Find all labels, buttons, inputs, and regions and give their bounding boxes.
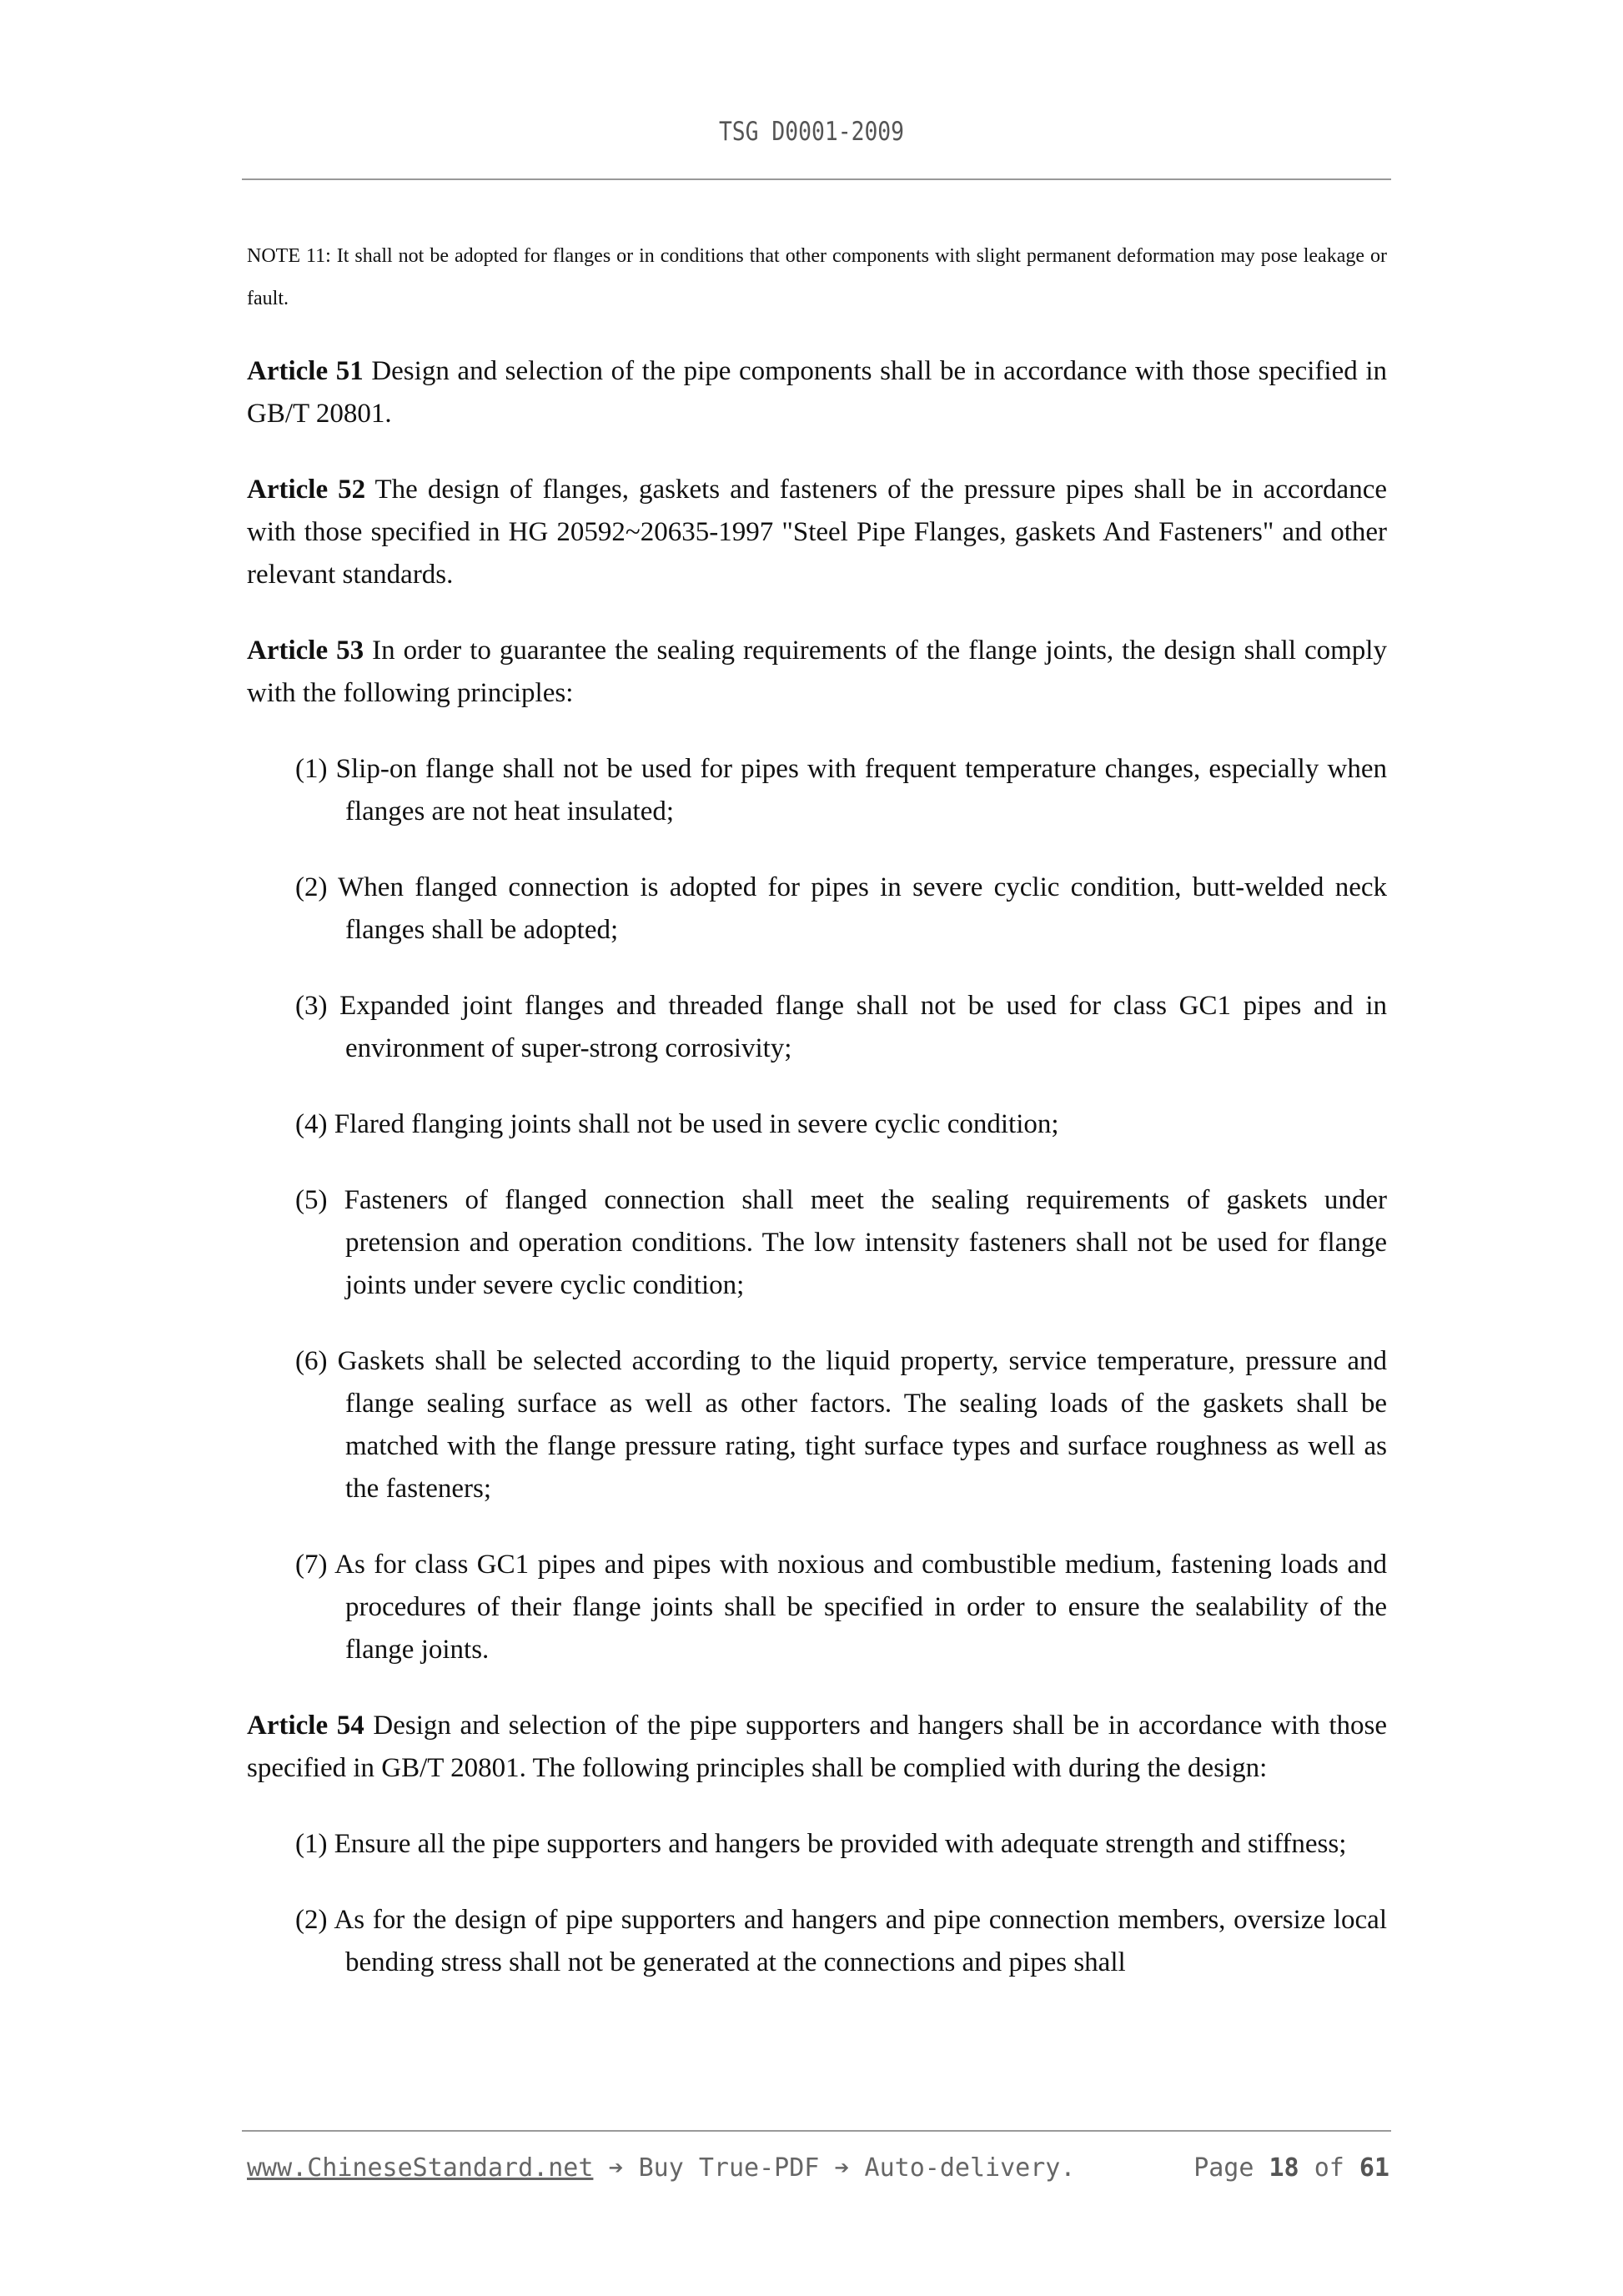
list-item: (2) As for the design of pipe supporters and hangers and pipe connection members, oversize local bending stress shall not be generated at the connections and pipes shall xyxy=(295,1905,1387,1977)
note-11: NOTE 11: It shall not be adopted for flanges or in conditions that other components with slight permanent deformation may pose leakage or fault. xyxy=(247,245,1387,309)
article-51 xyxy=(247,350,1387,435)
total-pages: 61 xyxy=(1359,2153,1389,2183)
header-divider xyxy=(242,178,1391,180)
list-item: (1) Slip-on flange shall not be used for pipes with frequent temperature changes, especially when flanges are not heat insulated; xyxy=(295,754,1387,826)
article-text: The design of flanges, gaskets and fasteners of the pressure pipes shall be in accordance with those specified in HG 20592~20635-1997 "Steel Pipe Flanges, gaskets And Fasteners" and other relevant standards. xyxy=(247,475,1387,590)
article-text: Design and selection of the pipe components shall be in accordance with those specified in GB/T 20801. xyxy=(247,356,1387,429)
arrow-icon: ➔ xyxy=(608,2153,624,2183)
article-text: Design and selection of the pipe supporters and hangers shall be in accordance with those specified in GB/T 20801. The following principles shall be complied with during the design: xyxy=(247,1711,1387,1783)
article-label: Article 51 xyxy=(247,356,364,386)
footer-promo xyxy=(247,2153,1075,2183)
article-label: Article 53 xyxy=(247,636,364,666)
footer-divider xyxy=(242,2130,1391,2132)
arrow-icon: ➔ xyxy=(834,2153,850,2183)
website-link[interactable]: www.ChineseStandard.net xyxy=(247,2153,594,2183)
delivery-text: Auto-delivery. xyxy=(864,2153,1076,2183)
list-item: (1) Ensure all the pipe supporters and hangers be provided with adequate strength and stiffness; xyxy=(295,1829,1347,1859)
document-header: TSG D0001-2009 xyxy=(718,117,905,147)
article-54 xyxy=(247,1705,1387,1790)
list-item: (3) Expanded joint flanges and threaded flange shall not be used for class GC1 pipes and in environment of super-strong corrosivity; xyxy=(295,991,1387,1063)
article-label: Article 52 xyxy=(247,475,366,505)
of-label: of xyxy=(1314,2153,1344,2183)
article-label: Article 54 xyxy=(247,1711,364,1741)
article-text: In order to guarantee the sealing requirements of the flange joints, the design shall comply with the following principles: xyxy=(247,636,1387,708)
current-page: 18 xyxy=(1269,2153,1299,2183)
list-item: (7) As for class GC1 pipes and pipes with noxious and combustible medium, fastening loads and procedures of their flange joints shall be specified in order to ensure the sealability of the flange joints. xyxy=(295,1550,1387,1665)
list-item: (4) Flared flanging joints shall not be used in severe cyclic condition; xyxy=(295,1109,1059,1139)
article-53 xyxy=(247,630,1387,715)
page-label: Page xyxy=(1193,2153,1254,2183)
list-item: (2) When flanged connection is adopted for pipes in severe cyclic condition, butt-welded neck flanges shall be adopted; xyxy=(295,872,1387,945)
page-footer xyxy=(247,2153,1389,2183)
page-body xyxy=(247,235,1387,2017)
buy-text: Buy True-PDF xyxy=(638,2153,820,2183)
list-item: (5) Fasteners of flanged connection shall meet the sealing requirements of gaskets under pretension and operation conditions. The low intensity fasteners shall not be used for flange joints under severe cyclic condition; xyxy=(295,1185,1387,1300)
list-item: (6) Gaskets shall be selected according to the liquid property, service temperature, pressure and flange sealing surface as well as other factors. The sealing loads of the gaskets shall be matched with the flange pressure rating, tight surface types and surface roughness as well as the fasteners; xyxy=(295,1346,1387,1504)
article-52 xyxy=(247,469,1387,596)
page-number xyxy=(1193,2153,1389,2183)
